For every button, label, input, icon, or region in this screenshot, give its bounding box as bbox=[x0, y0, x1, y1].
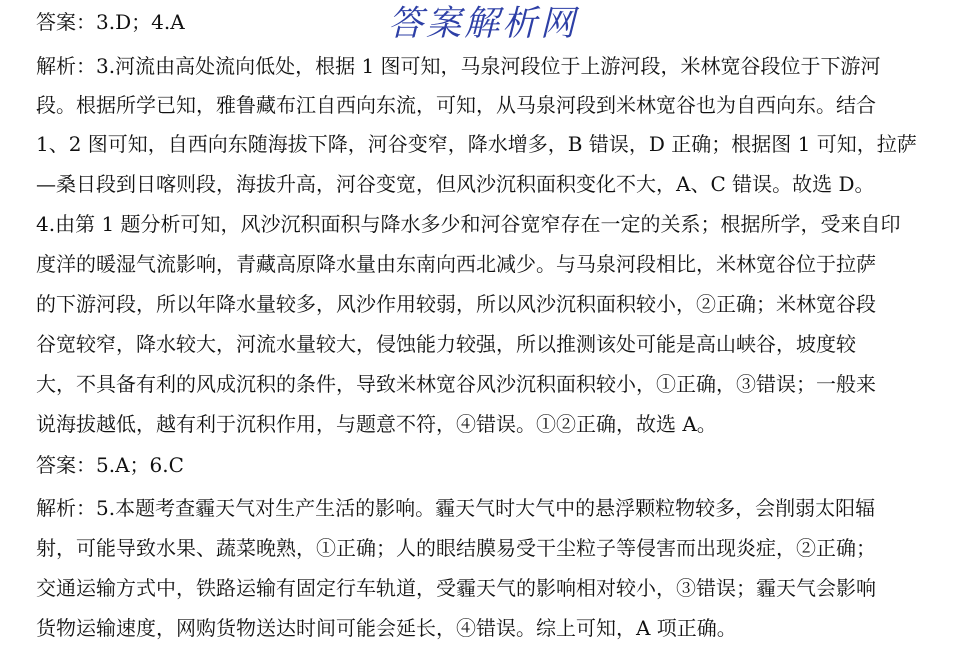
analysis-line-1: 解析：3.河流由高处流向低处，根据 1 图可知，马泉河段位于上游河段，米林宽谷段位于下游河 bbox=[36, 54, 881, 78]
analysis-line-6: 度洋的暖湿气流影响，青藏高原降水量由东南向西北减少。与马泉河段相比，米林宽谷位于拉萨 bbox=[36, 252, 876, 276]
answer-line-2: 答案：5.A；6.C bbox=[36, 453, 184, 477]
analysis-line-8: 谷宽较窄，降水较大，河流水量较大，侵蚀能力较强，所以推测该处可能是高山峡谷，坡度较 bbox=[36, 332, 856, 356]
analysis-line-13: 交通运输方式中，铁路运输有固定行车轨道，受霾天气的影响相对较小，③错误；霾天气会影响 bbox=[36, 576, 876, 600]
analysis-line-5: 4.由第 1 题分析可知，风沙沉积面积与降水多少和河谷宽窄存在一定的关系；根据所学，受来自印 bbox=[36, 212, 901, 236]
answer-line-1: 答案：3.D；4.A bbox=[36, 10, 185, 34]
analysis-line-9: 大，不具备有利的风成沉积的条件，导致米林宽谷风沙沉积面积较小，①正确，③错误；一般来 bbox=[36, 372, 876, 396]
analysis-line-11: 解析：5.本题考查霾天气对生产生活的影响。霾天气时大气中的悬浮颗粒物较多，会削弱太阳辐 bbox=[36, 496, 876, 520]
analysis-line-4: —桑日段到日喀则段，海拔升高，河谷变宽，但风沙沉积面积变化不大，A、C 错误。故选 D。 bbox=[36, 172, 875, 196]
watermark-logo: 答案解析网 bbox=[388, 4, 579, 44]
analysis-line-3: 1、2 图可知，自西向东随海拔下降，河谷变窄，降水增多，B 错误，D 正确；根据图 1 可知，拉萨 bbox=[36, 132, 917, 156]
analysis-line-7: 的下游河段，所以年降水量较多，风沙作用较弱，所以风沙沉积面积较小，②正确；米林宽谷段 bbox=[36, 292, 876, 316]
analysis-line-12: 射，可能导致水果、蔬菜晚熟，①正确；人的眼结膜易受干尘粒子等侵害而出现炎症，②正确； bbox=[36, 536, 876, 560]
analysis-line-10: 说海拔越低，越有利于沉积作用，与题意不符，④错误。①②正确，故选 A。 bbox=[36, 412, 717, 436]
analysis-line-14: 货物运输速度，网购货物送达时间可能会延长，④错误。综上可知，A 项正确。 bbox=[36, 616, 737, 640]
analysis-line-2: 段。根据所学已知，雅鲁藏布江自西向东流，可知，从马泉河段到米林宽谷也为自西向东。结合 bbox=[36, 93, 876, 117]
